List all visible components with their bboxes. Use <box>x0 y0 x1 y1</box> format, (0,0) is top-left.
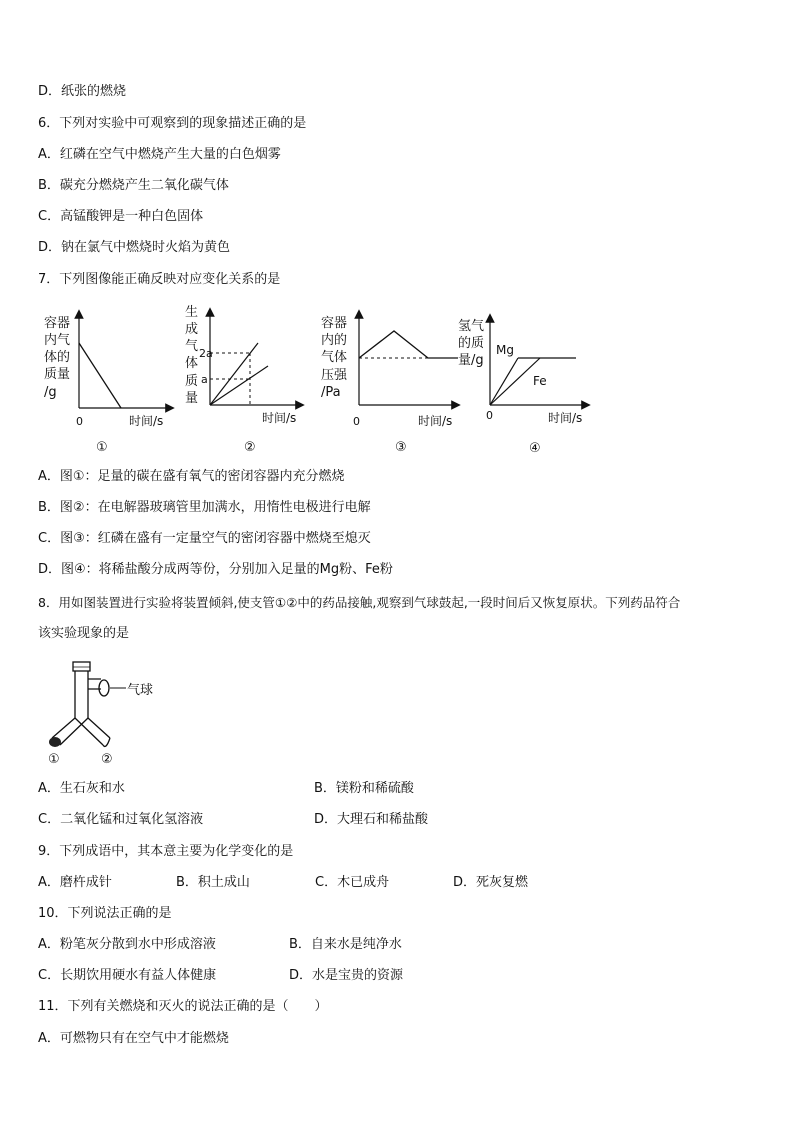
graph-4-ylabel-2: 的质 <box>458 336 485 351</box>
q7-option-a: A．图①：足量的碳在盛有氧气的密闭容器内充分燃烧 <box>38 469 345 484</box>
q8-option-c: C．二氧化锰和过氧化氢溶液 <box>38 812 204 827</box>
graph-2-ylabel-5: 质 <box>185 374 199 389</box>
graph-1-origin: 0 <box>76 415 83 428</box>
q8-option-d: D．大理石和稀盐酸 <box>314 812 429 827</box>
q11-option-a: A．可燃物只有在空气中才能燃烧 <box>38 1031 229 1046</box>
q10-option-b: B．自来水是纯净水 <box>289 937 402 952</box>
graph-4-mg-line <box>490 358 518 405</box>
q10-option-a: A．粉笔灰分散到水中形成溶液 <box>38 937 216 952</box>
graph-2-ylabel-4: 体 <box>185 356 199 371</box>
graph-3-ylabel-1: 容器 <box>321 316 348 331</box>
graph-2-ylabel-3: 气 <box>185 339 199 354</box>
q7-graphs-figure <box>0 300 794 460</box>
main-tube <box>75 671 88 718</box>
q10-option-d: D．水是宝贵的资源 <box>289 968 404 983</box>
q6-option-a: A．红磷在空气中燃烧产生大量的白色烟雾 <box>38 147 281 162</box>
graph-2-tick-a: a <box>201 373 208 386</box>
graph-2-line-shallow <box>210 366 268 405</box>
q5-option-d: D．纸张的燃烧 <box>38 84 127 99</box>
q9-option-b: B．积土成山 <box>176 875 250 890</box>
graph-4-label-fe: Fe <box>533 374 547 388</box>
q11-stem: 11．下列有关燃烧和灭火的说法正确的是（ ） <box>38 999 328 1014</box>
graph-3-ylabel-2: 内的 <box>321 333 348 348</box>
q7-option-b: B．图②：在电解器玻璃管里加满水，用惰性电极进行电解 <box>38 500 371 515</box>
q9-option-a: A．磨杵成针 <box>38 875 112 890</box>
stopper <box>73 662 90 671</box>
right-tube-end <box>103 738 110 746</box>
graph-3-ylabel-4: 压强 <box>321 368 348 383</box>
graph-1-caption: ① <box>96 440 108 455</box>
graph-4-origin: 0 <box>486 409 493 422</box>
graph-1-ylabel-4: 质量 <box>44 367 71 382</box>
q8-apparatus-figure <box>30 655 230 770</box>
graph-4-xlabel: 时间/s <box>548 411 583 425</box>
left-reagent <box>49 737 61 747</box>
graph-4-ylabel-1: 氢气 <box>458 319 485 334</box>
graph-2-xlabel: 时间/s <box>262 411 297 425</box>
graph-3-origin: 0 <box>353 415 360 428</box>
graph-2 <box>185 304 300 455</box>
q6-stem: 6．下列对实验中可观察到的现象描述正确的是 <box>38 116 307 131</box>
left-branch-label: ① <box>48 752 60 767</box>
graph-4 <box>458 318 586 456</box>
q8-option-b: B．镁粉和稀硫酸 <box>314 781 414 796</box>
graph-3-xlabel: 时间/s <box>418 414 453 428</box>
graph-3-curve <box>359 331 458 358</box>
graph-4-label-mg: Mg <box>496 343 514 357</box>
q7-stem: 7．下列图像能正确反映对应变化关系的是 <box>38 272 281 287</box>
graph-2-tick-2a: 2a <box>199 347 213 360</box>
q9-option-d: D．死灰复燃 <box>453 875 529 890</box>
q10-option-c: C．长期饮用硬水有益人体健康 <box>38 968 217 983</box>
graph-1-curve <box>79 343 121 408</box>
right-branch <box>75 718 110 745</box>
graph-3-ylabel-5: /Pa <box>321 385 341 400</box>
q9-stem: 9．下列成语中，其本意主要为化学变化的是 <box>38 844 294 859</box>
balloon <box>99 680 109 696</box>
graph-2-caption: ② <box>244 440 256 455</box>
balloon-label: 气球 <box>127 683 154 698</box>
graph-1-ylabel-1: 容器 <box>44 316 71 331</box>
right-branch-label: ② <box>101 752 113 767</box>
graph-4-ylabel-3: 量/g <box>458 353 484 368</box>
q8-stem-line-2: 该实验现象的是 <box>38 626 130 641</box>
q7-option-d: D．图④：将稀盐酸分成两等份，分别加入足量的Mg粉、Fe粉 <box>38 562 393 577</box>
graph-2-ylabel-2: 成 <box>185 322 199 337</box>
graph-1-ylabel-3: 体的 <box>44 350 71 365</box>
q9-option-c: C．木已成舟 <box>315 875 390 890</box>
graph-1-ylabel-5: /g <box>44 385 57 400</box>
graph-2-ylabel-1: 生 <box>185 305 199 320</box>
graph-2-line-steep <box>210 343 258 405</box>
q6-option-c: C．高锰酸钾是一种白色固体 <box>38 209 204 224</box>
graph-1-xlabel: 时间/s <box>129 414 164 428</box>
graph-3-ylabel-3: 气体 <box>321 350 348 365</box>
graph-2-ylabel-6: 量 <box>185 391 199 406</box>
q7-option-c: C．图③：红磷在盛有一定量空气的密闭容器中燃烧至熄灭 <box>38 531 371 546</box>
q6-option-d: D．钠在氯气中燃烧时火焰为黄色 <box>38 240 231 255</box>
graph-1 <box>44 314 170 455</box>
graph-3 <box>321 314 458 455</box>
q6-option-b: B．碳充分燃烧产生二氧化碳气体 <box>38 178 229 193</box>
graph-1-ylabel-2: 内气 <box>44 333 71 348</box>
q10-stem: 10．下列说法正确的是 <box>38 906 172 921</box>
q8-stem-line-1: 8．用如图装置进行实验将装置倾斜,使支管①②中的药品接触,观察到气球鼓起,一段时间后又恢复原状。下列药品符合 <box>38 595 681 610</box>
graph-4-caption: ④ <box>529 441 541 456</box>
graph-3-caption: ③ <box>395 440 407 455</box>
q8-option-a: A．生石灰和水 <box>38 781 125 796</box>
